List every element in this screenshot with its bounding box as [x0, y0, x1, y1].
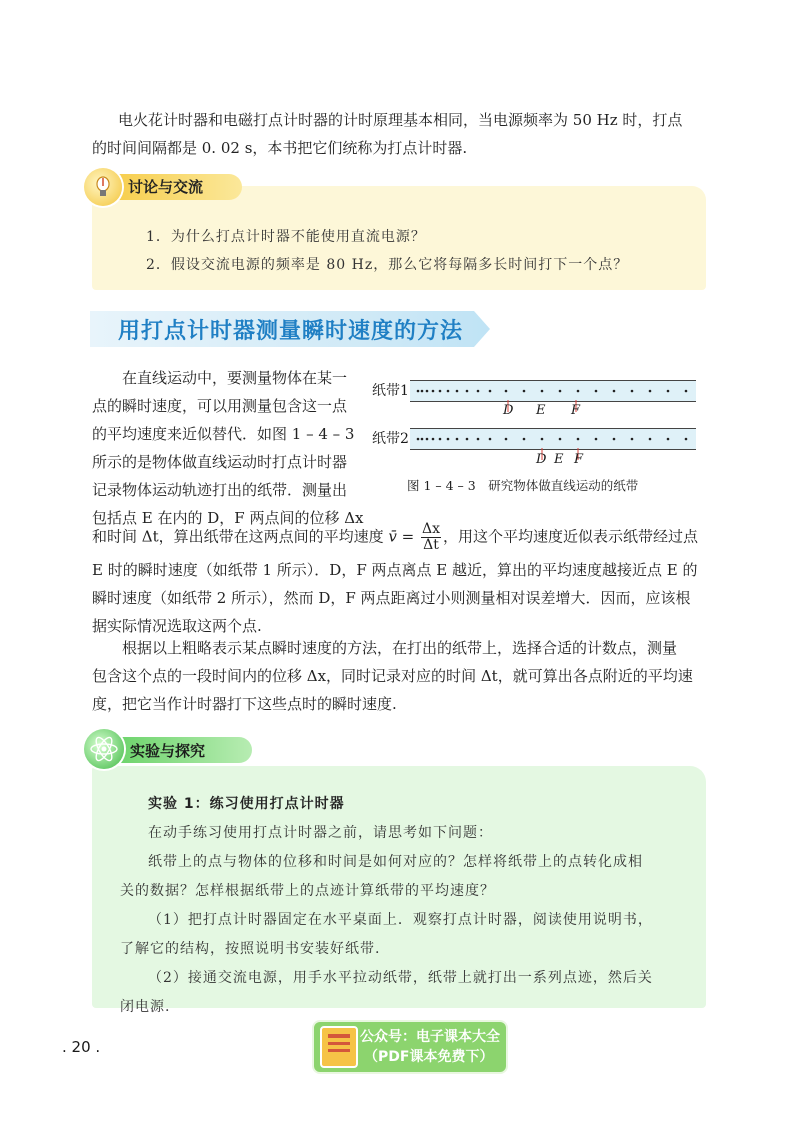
tape-2-label-D: D [536, 452, 547, 467]
discussion-question-2: 2．假设交流电源的频率是 80 Hz，那么它将每隔多长时间打下一个点？ [146, 257, 629, 273]
watermark-line-2: （PDF课本免费下） [364, 1049, 494, 1065]
equals-sign: = [396, 527, 419, 546]
fraction-numerator: Δx [422, 521, 441, 537]
experiment-p2b: 关的数据？怎样根据纸带上的点迹计算纸带的平均速度？ [120, 883, 495, 899]
body1-line-7 [92, 522, 698, 553]
section-heading: 用打点计时器测量瞬时速度的方法 [118, 319, 464, 344]
paper-tape-1 [410, 380, 696, 402]
experiment-subtitle: 实验 1：练习使用打点计时器 [148, 796, 345, 812]
body-paragraph-1 [92, 364, 364, 532]
watermark-line-1: 公众号：电子课本大全 [360, 1029, 500, 1045]
body1-line-8: E 时的瞬时速度（如纸带 1 所示）．D，F 两点离点 E 越近，算出的平均速度越接近点 E 的 [92, 561, 698, 579]
body1-line-1: 在直线运动中，要测量物体在某一 [122, 369, 348, 387]
page-number: . 20 . [62, 1038, 101, 1056]
atom-icon [84, 729, 124, 769]
velocity-symbol: v̄ [388, 527, 397, 546]
paper-tape-2 [410, 428, 696, 450]
body2-line-2: 包含这个点的一段时间内的位移 Δx，同时记录对应的时间 Δt，就可算出各点附近的平均速 [92, 667, 693, 685]
fraction-denominator: Δt [423, 537, 439, 553]
body1-line-5: 记录物体运动轨迹打出的纸带．测量出 [92, 481, 348, 499]
experiment-p3b: 了解它的结构，按照说明书安装好纸带. [120, 941, 381, 957]
discussion-question-1: 1．为什么打点计时器不能使用直流电源？ [146, 229, 426, 245]
body1-line-4: 所示的是物体做直线运动时打点计时器 [92, 453, 348, 471]
body2-line-1: 根据以上粗略表示某点瞬时速度的方法，在打出的纸带上，选择合适的计数点，测量 [122, 639, 678, 657]
tape-1-label-F: F [571, 403, 581, 418]
body1-line-7a: 和时间 Δt，算出纸带在这两点间的平均速度 [92, 527, 389, 546]
experiment-p4b: 闭电源. [120, 999, 171, 1015]
experiment-p1: 在动手练习使用打点计时器之前，请思考如下问题： [148, 825, 493, 841]
experiment-content [120, 790, 696, 1022]
experiment-p4a: （2）接通交流电源，用手水平拉动纸带，纸带上就打出一系列点迹，然后关 [148, 970, 653, 986]
body1-line-9: 瞬时速度（如纸带 2 所示），然而 D，F 两点距离过小则测量相对误差增大．因而，应该根 [92, 589, 691, 607]
fraction [421, 522, 441, 553]
tape-2-label: 纸带2 [372, 431, 409, 447]
experiment-p2a: 纸带上的点与物体的位移和时间是如何对应的？怎样将纸带上的点转化成相 [148, 854, 643, 870]
intro-paragraph [118, 106, 682, 134]
body1-line-2: 点的瞬时速度，可以用测量包含这一点 [92, 397, 348, 415]
intro-paragraph-cont [92, 134, 467, 162]
intro-line-1: 电火花计时器和电磁打点计时器的计时原理基本相同，当电源频率为 50 Hz 时，打点 [118, 111, 683, 129]
intro-line-2: 的时间间隔都是 0. 02 s，本书把它们统称为打点计时器. [92, 139, 468, 157]
discussion-title: 讨论与交流 [128, 178, 204, 196]
tape-2-label-F: F [574, 452, 584, 467]
experiment-p3a: （1）把打点计时器固定在水平桌面上．观察打点计时器，阅读使用说明书， [148, 912, 653, 928]
body1-line-6: 包括点 E 在内的 D，F 两点间的位移 Δx [92, 509, 364, 527]
tape-2-dots [410, 429, 696, 449]
tape-1-label-D: D [503, 403, 514, 418]
tape-1-label-E: E [536, 403, 546, 418]
body2-line-3: 度，把它当作计时器打下这些点时的瞬时速度. [92, 695, 397, 713]
figure-caption: 图 1 – 4 – 3 研究物体做直线运动的纸带 [407, 478, 639, 493]
tape-1-dots [410, 381, 696, 401]
tape-1-markers [410, 400, 696, 414]
body1-line-7b: ，用这个平均速度近似表示纸带经过点 [443, 527, 699, 546]
tape-2-markers [410, 448, 696, 462]
tape-1-label: 纸带1 [372, 383, 409, 399]
body-paragraph-1-cont [92, 556, 712, 640]
lightbulb-icon [84, 168, 122, 206]
body1-line-10: 据实际情况选取这两个点. [92, 617, 262, 635]
tape-2-label-E: E [554, 452, 564, 467]
body-paragraph-2 [92, 634, 712, 718]
body1-line-3: 的平均速度来近似替代．如图 1 – 4 – 3 [92, 425, 355, 443]
book-icon [320, 1026, 358, 1068]
experiment-title: 实验与探究 [130, 742, 206, 760]
